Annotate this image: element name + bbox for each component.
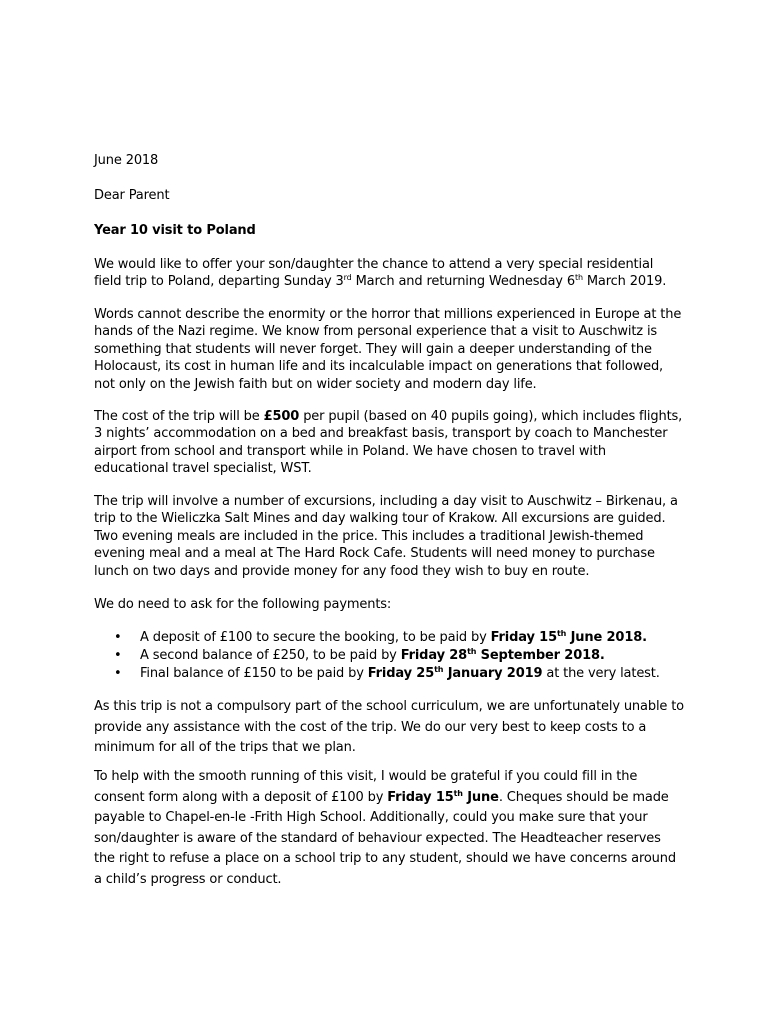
payment-text: A deposit of £100 to secure the booking, to be paid by (140, 630, 491, 645)
bullet-icon: • (114, 666, 122, 681)
trip-cost: £500 (263, 409, 300, 424)
p7-text-a: To help with the smooth running of this visit, I would be grateful if you could fill in the consent form along with a deposit of £100 by (94, 769, 638, 805)
paragraph-trip-offer (94, 256, 684, 291)
letter-date: June 2018 (94, 153, 159, 168)
p1-sup-2: th (574, 273, 583, 283)
payment-date: Friday 28th September 2018. (400, 647, 605, 663)
p7-text-b: . Cheques should be made payable to Chapel-en-le -Frith High School. Additionally, could you make sure that your son/daughter is aware of the standard of behaviour expected. The Headteacher reserves the right to refuse a place on a school trip to any student, should we have concerns around a child’s progress or conduct. (94, 789, 676, 887)
p1-text-b: March and returning Wednesday 6 (351, 274, 575, 290)
bullet-icon: • (114, 648, 122, 663)
paragraph-excursions: The trip will involve a number of excursions, including a day visit to Auschwitz – Birkenau, a trip to the Wieliczka Salt Mines and day walking tour of Krakow. All excursions are guided. Two evening meals are included in the price. This includes a traditional Jewish-themed evening meal and a meal at The Hard Rock Cafe. Students will need money to purchase lunch on two days and provide money for any food they wish to buy en route. (94, 494, 678, 579)
payment-date: Friday 15th June 2018. (490, 629, 647, 645)
payment-item-deposit (94, 629, 704, 647)
paragraph-curriculum: As this trip is not a compulsory part of the school curriculum, we are unfortunately unable to provide any assistance with the cost of the trip. We do our very best to keep costs to a minimum for all of the trips that we plan. (94, 699, 684, 756)
p3-text-b: per pupil (based on 40 pupils going), which includes flights, 3 nights’ accommodation on a bed and breakfast basis, transport by coach to Manchester airport from school and transport while in Poland. We have chosen to travel with educational travel specialist, WST. (94, 409, 683, 477)
paragraph-consent (94, 767, 684, 891)
p1-text-c: March 2019. (582, 274, 667, 290)
payment-date: Friday 25th January 2019 (367, 665, 543, 681)
payment-item-second-balance (94, 647, 704, 665)
paragraph-payments-intro: We do need to ask for the following payments: (94, 597, 392, 612)
p1-text-a: We would like to offer your son/daughter the chance to attend a very special residential field trip to Poland, departing Sunday 3 (94, 257, 654, 290)
salutation: Dear Parent (94, 188, 170, 203)
paragraph-holocaust: Words cannot describe the enormity or the horror that millions experienced in Europe at the hands of the Nazi regime. We know from personal experience that a visit to Auschwitz is something that students will never forget. They will gain a deeper understanding of the Holocaust, its cost in human life and its incalculable impact on generations that followed, not only on the Jewish faith but on wider society and modern day life. (94, 307, 682, 392)
bullet-icon: • (114, 630, 122, 645)
p3-text-a: The cost of the trip will be (94, 409, 264, 424)
p1-sup-1: rd (343, 273, 352, 283)
letter-subject: Year 10 visit to Poland (94, 223, 256, 238)
consent-deadline: Friday 15th June (387, 788, 499, 805)
payments-list (94, 629, 704, 683)
paragraph-cost (94, 408, 684, 478)
payment-item-final-balance (94, 665, 704, 683)
payment-text: Final balance of £150 to be paid by (140, 666, 368, 681)
payment-text: A second balance of £250, to be paid by (140, 648, 401, 663)
payment-after: at the very latest. (542, 666, 660, 681)
